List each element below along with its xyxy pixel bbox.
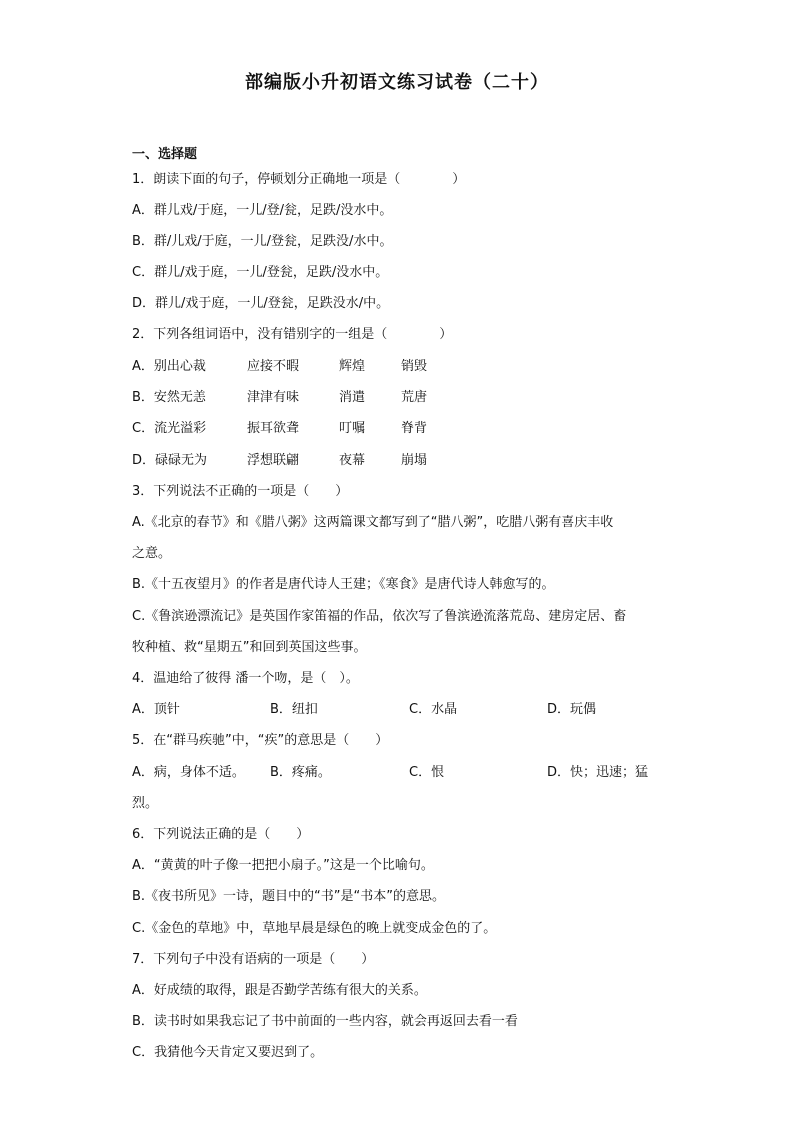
q7-option-a: A．好成绩的取得，跟是否勤学苦练有很大的关系。 — [132, 983, 427, 998]
q2-word: 浮想联翩 — [247, 453, 300, 468]
q2-word: D．碌碌无为 — [132, 453, 208, 468]
q3-option-b: B.《十五夜望月》的作者是唐代诗人王建；《寒食》是唐代诗人韩愈写的。 — [132, 577, 555, 592]
q2-word: B．安然无恙 — [132, 390, 206, 405]
q2-word: 脊背 — [401, 421, 428, 436]
q2-word: 消遣 — [339, 390, 366, 405]
q2-word: C．流光溢彩 — [132, 421, 207, 436]
q2-word: 叮嘱 — [339, 421, 366, 436]
q5-option-d-cont: 烈。 — [132, 796, 159, 811]
q5-option-d: D．快；迅速；猛 — [547, 765, 649, 780]
q6-option-c: C.《金色的草地》中，草地早晨是绿色的晚上就变成金色的了。 — [132, 921, 497, 936]
q2-word: A．别出心裁 — [132, 359, 206, 374]
q2-word: 振耳欲聋 — [247, 421, 300, 436]
q4-stem: 4．温迪给了彼得 潘一个吻，是（ ）。 — [132, 671, 359, 686]
q5-option-c: C．恨 — [409, 765, 445, 780]
q1-option-c: C．群儿/戏于庭，一儿/登瓮，足跌/没水中。 — [132, 265, 389, 280]
q1-option-b: B．群/儿戏/于庭，一儿/登瓮，足跌没/水中。 — [132, 234, 393, 249]
q1-option-d: D．群儿/戏于庭，一儿/登瓮，足跌没水/中。 — [132, 296, 390, 311]
q6-option-a: A．“黄黄的叶子像一把把小扇子。”这是一个比喻句。 — [132, 858, 434, 873]
q4-option-c: C．水晶 — [409, 702, 458, 717]
q2-word: 辉煌 — [339, 359, 366, 374]
q4-option-d: D．玩偶 — [547, 702, 597, 717]
q7-stem: 7．下列句子中没有语病的一项是（ ） — [132, 952, 375, 967]
q4-option-b: B．纽扣 — [270, 702, 318, 717]
q5-stem: 5．在“群马疾驰”中，“疾”的意思是（ ） — [132, 733, 389, 748]
q4-option-a: A．顶针 — [132, 702, 180, 717]
q3-stem: 3．下列说法不正确的一项是（ ） — [132, 484, 349, 499]
q2-word: 销毁 — [401, 359, 428, 374]
q1-option-a: A．群儿戏/于庭，一儿/登/瓮，足跌/没水中。 — [132, 203, 393, 218]
q2-word: 应接不暇 — [247, 359, 300, 374]
page-title: 部编版小升初语文练习试卷（二十） — [245, 72, 549, 93]
q5-option-b: B．疼痛。 — [270, 765, 331, 780]
q3-option-c: C.《鲁滨逊漂流记》是英国作家笛福的作品，依次写了鲁滨逊流落荒岛、建房定居、畜 — [132, 609, 627, 624]
q2-stem: 2．下列各组词语中，没有错别字的一组是（ ） — [132, 327, 453, 342]
q6-option-b: B.《夜书所见》一诗，题目中的“书”是“书本”的意思。 — [132, 889, 445, 904]
q2-word: 津津有味 — [247, 390, 300, 405]
q6-stem: 6．下列说法正确的是（ ） — [132, 827, 310, 842]
q3-option-a: A.《北京的春节》和《腊八粥》这两篇课文都写到了“腊八粥”，吃腊八粥有喜庆丰收 — [132, 515, 614, 530]
q5-option-a: A．病，身体不适。 — [132, 765, 245, 780]
q3-option-c-cont: 牧种植、救“星期五”和回到英国这些事。 — [132, 640, 367, 655]
q1-stem: 1．朗读下面的句子，停顿划分正确地一项是（ ） — [132, 172, 466, 187]
q3-option-a-cont: 之意。 — [132, 546, 172, 561]
q7-option-b: B．读书时如果我忘记了书中前面的一些内容，就会再返回去看一看 — [132, 1014, 518, 1029]
q2-word: 荒唐 — [401, 390, 428, 405]
q2-word: 崩塌 — [401, 453, 428, 468]
section-heading: 一、选择题 — [132, 147, 198, 162]
q2-word: 夜幕 — [339, 453, 366, 468]
q7-option-c: C．我猜他今天肯定又要迟到了。 — [132, 1045, 324, 1060]
